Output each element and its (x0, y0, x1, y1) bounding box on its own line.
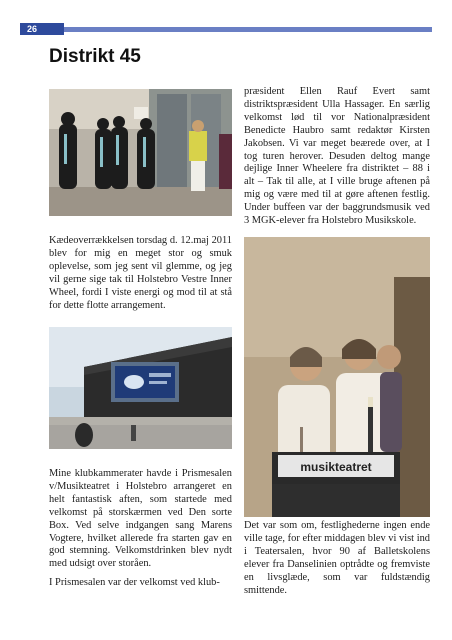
photo-musikteatret-podium (244, 237, 430, 517)
paragraph-left-bottom-1: Mine klubkammerater havde i Prismesalen v/Musikteatret i Holstebro arrangeret en helt fantastisk aften, som startede med velkomst på storskærmen ved Den sorte Box. Ved selve indgangen sang Marens Vogtere, hvilket allerede fra starten gav en god stemning. Velkomstdrinken blev nydt med udsigt over storåen. (49, 468, 232, 570)
podium-sign-text: musikteatret (300, 460, 372, 474)
page-number: 26 (27, 24, 38, 34)
photo-black-box-building (49, 327, 232, 449)
header-rule (64, 27, 432, 32)
photo-entrance-group (49, 89, 232, 216)
page-header-bar (0, 23, 452, 35)
paragraph-left-bottom-2: I Prismesalen var der velkomst ved klub- (49, 577, 220, 588)
page-title: Distrikt 45 (49, 46, 141, 67)
paragraph-right-top: præsident Ellen Rauf Evert samt distriktspræsident Ulla Hassager. En særlig velkomst lød til vor Nationalpræsident Benedicte Haubro samt redaktør Kirsten Jakobsen. Vi var meget beærede over, at I tog turen herover. Desuden deltog mange dejlige Inner Wheelere fra distriktet – 88 i alt – Tak til alle, at I ville bruge aftenen på mig og være med til at gøre aftenen festlig. Under buffeen var der baggrundsmusik ved 3 MGK-elever fra Holstebro Musikskole. (244, 86, 430, 227)
paragraph-right-bottom: Det var som om, festlighederne ingen ende ville tage, for efter middagen blev vi vist ind i Teatersalen, hvor 90 af Balletskolens elever fra Danselinien optrådte og fremviste en livsglæde, som var fuldstændig smittende. (244, 520, 430, 596)
paragraph-left-middle: Kædeoverrækkelsen torsdag d. 12.maj 2011 blev for mig en meget stor og smuk oplevelse, som jeg sent vil glemme, og jeg vil gerne sige tak til Holstebro Vestre Inner Wheel, fordi I viste energi og mod til at stå for dette flotte arrangement. (49, 235, 232, 311)
